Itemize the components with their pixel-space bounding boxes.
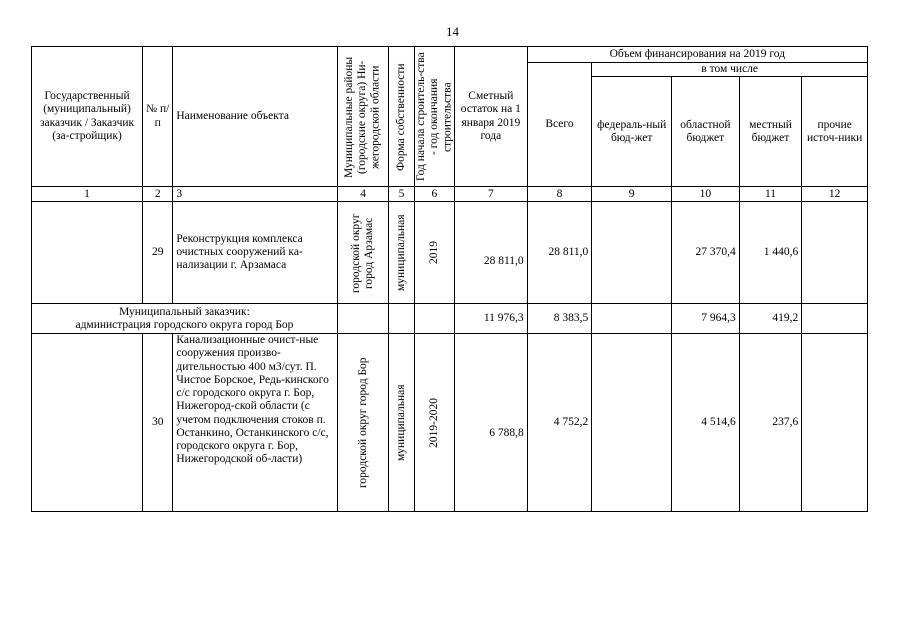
column-number: 7	[455, 187, 528, 202]
customer-name: администрация городского округа город Бор	[75, 318, 294, 331]
column-number: 4	[337, 187, 388, 202]
column-number: 2	[143, 187, 173, 202]
federal	[592, 334, 672, 512]
customer-label: Муниципальный заказчик:	[119, 305, 250, 318]
header-balance: Сметный остаток на 1 января 2019 года	[455, 47, 528, 187]
ownership: муниципальная	[394, 384, 407, 461]
total: 28 811,0	[527, 202, 592, 304]
customer-row	[32, 304, 868, 334]
header-regional: областной бюджет	[672, 77, 740, 187]
header-total: Всего	[527, 63, 592, 187]
customer-name-cell	[32, 304, 338, 334]
header-districts: Муниципальные районы (городские округа) Ни-жегородской области	[343, 56, 382, 178]
object-name: Реконструкция комплекса очистных сооружений ка-нализации г. Арзамаса	[173, 202, 338, 304]
column-number: 12	[802, 187, 868, 202]
object-name: Канализационные очист-ные сооружения произво-дительностью 400 м3/сут. П. Чистое Борское, Редь-кинского с/с городского округа г. Бор, Нижегород-ской области (с учетом подключения стоков п. Останкино, Останкинского с/с, городского округа г. Бор, Нижегородской об-ласти)	[173, 334, 338, 512]
header-years: Год начала строитель-ства - год окончания строительства	[414, 52, 454, 181]
local: 419,2	[739, 304, 802, 334]
other	[802, 334, 868, 512]
row-num: 30	[143, 334, 173, 512]
column-number: 6	[414, 187, 454, 202]
header-ownership: Форма собственности	[394, 62, 407, 171]
column-number: 5	[389, 187, 414, 202]
customer-cell	[32, 334, 143, 512]
header-federal: федераль-ный бюд-жет	[592, 77, 672, 187]
federal	[592, 304, 672, 334]
customer-cell	[32, 202, 143, 304]
years: 2019-2020	[427, 397, 440, 448]
column-number: 11	[739, 187, 802, 202]
row-num: 29	[143, 202, 173, 304]
balance: 6 788,8	[455, 334, 528, 512]
local: 1 440,6	[739, 202, 802, 304]
column-number: 8	[527, 187, 592, 202]
other	[802, 304, 868, 334]
district: городской округ город Арзамас	[349, 212, 376, 293]
column-number: 9	[592, 187, 672, 202]
header-funding-group: Объем финансирования на 2019 год	[527, 47, 867, 63]
total: 8 383,5	[527, 304, 592, 334]
column-number: 10	[672, 187, 740, 202]
other	[802, 202, 868, 304]
header-customer: Государственный (муниципальный) заказчик / Заказчик (за-стройщик)	[32, 47, 143, 187]
column-number: 3	[173, 187, 338, 202]
table-row	[32, 334, 868, 512]
page-number: 14	[446, 24, 459, 39]
years: 2019	[427, 241, 440, 265]
local: 237,6	[739, 334, 802, 512]
ownership: муниципальная	[394, 214, 407, 291]
header-num: № п/п	[143, 47, 173, 187]
regional: 4 514,6	[672, 334, 740, 512]
total: 4 752,2	[527, 334, 592, 512]
balance: 11 976,3	[455, 304, 528, 334]
header-local: местный бюджет	[739, 77, 802, 187]
district: городской округ город Бор	[356, 357, 369, 488]
column-numbers-row	[32, 187, 868, 202]
regional: 27 370,4	[672, 202, 740, 304]
regional: 7 964,3	[672, 304, 740, 334]
balance: 28 811,0	[455, 202, 528, 304]
federal	[592, 202, 672, 304]
table-row	[32, 202, 868, 304]
header-other: прочие источ-ники	[802, 77, 868, 187]
financing-table	[31, 46, 868, 512]
header-object-name: Наименование объекта	[173, 47, 338, 187]
header-including: в том числе	[592, 63, 868, 77]
column-number: 1	[32, 187, 143, 202]
